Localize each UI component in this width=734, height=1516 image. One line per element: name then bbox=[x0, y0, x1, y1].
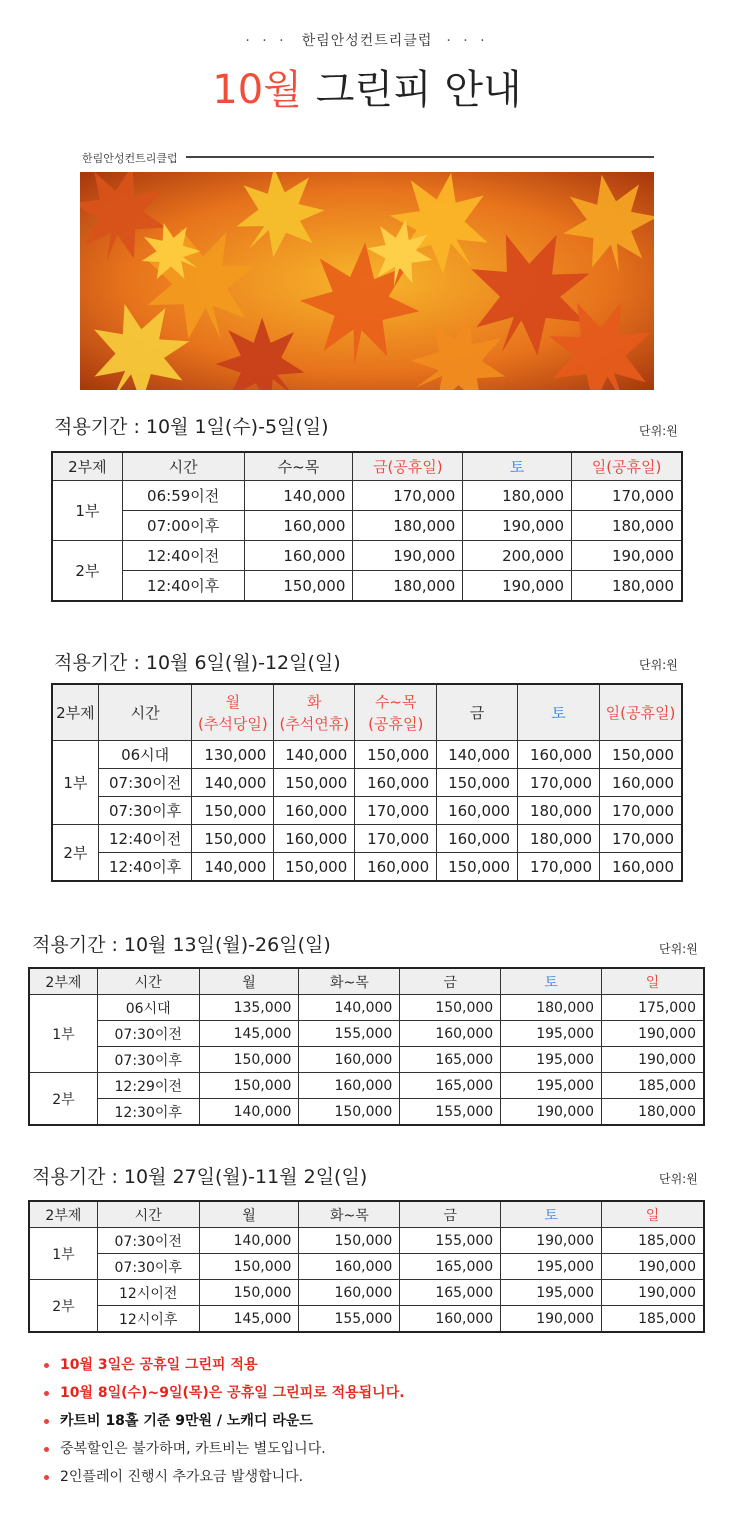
group-label: 2부 bbox=[30, 1280, 98, 1332]
price-cell: 145,000 bbox=[199, 1021, 299, 1047]
time-cell: 07:00이후 bbox=[122, 511, 244, 541]
fee-table-1 bbox=[52, 452, 682, 601]
price-cell: 160,000 bbox=[437, 797, 518, 825]
price-cell: 160,000 bbox=[355, 769, 437, 797]
price-cell: 190,000 bbox=[501, 1306, 602, 1332]
header-cell: 일 bbox=[602, 1202, 704, 1228]
time-cell: 07:30이후 bbox=[98, 797, 192, 825]
price-cell: 170,000 bbox=[600, 825, 682, 853]
price-cell: 150,000 bbox=[299, 1099, 400, 1125]
notice-item: 중복할인은 불가하며, 카트비는 별도입니다. bbox=[44, 1438, 405, 1466]
period-title-1: 적용기간 : 10월 1일(수)-5일(일) bbox=[54, 416, 329, 438]
club-name: 한림안성컨트리클럽 bbox=[301, 33, 433, 49]
price-cell: 170,000 bbox=[600, 797, 682, 825]
price-cell: 170,000 bbox=[572, 481, 682, 511]
price-cell: 170,000 bbox=[355, 797, 437, 825]
price-cell: 140,000 bbox=[192, 853, 274, 881]
price-cell: 130,000 bbox=[192, 741, 274, 769]
time-cell: 12시이후 bbox=[97, 1306, 199, 1332]
price-cell: 150,000 bbox=[355, 741, 437, 769]
unit-label-3: 단위:원 bbox=[659, 942, 698, 956]
price-cell: 160,000 bbox=[600, 769, 682, 797]
price-cell: 150,000 bbox=[299, 1228, 400, 1254]
brand-dots-left: · · · bbox=[245, 33, 288, 49]
price-cell: 175,000 bbox=[602, 995, 704, 1021]
price-cell: 190,000 bbox=[602, 1047, 704, 1073]
header-cell: 월 bbox=[199, 1202, 299, 1228]
price-cell: 140,000 bbox=[199, 1228, 299, 1254]
price-cell: 160,000 bbox=[400, 1306, 501, 1332]
table-row bbox=[30, 1047, 704, 1073]
table-row bbox=[30, 1254, 704, 1280]
price-cell: 150,000 bbox=[192, 797, 274, 825]
price-cell: 140,000 bbox=[244, 481, 353, 511]
brand-dots-right: · · · bbox=[446, 33, 489, 49]
time-cell: 12:29이전 bbox=[97, 1073, 199, 1099]
header-cell: 시간 bbox=[97, 969, 199, 995]
price-cell: 195,000 bbox=[501, 1047, 602, 1073]
time-cell: 07:30이전 bbox=[97, 1021, 199, 1047]
price-cell: 170,000 bbox=[355, 825, 437, 853]
price-cell: 160,000 bbox=[299, 1254, 400, 1280]
table-row bbox=[53, 511, 682, 541]
group-label: 1부 bbox=[53, 741, 99, 825]
time-cell: 07:30이후 bbox=[97, 1047, 199, 1073]
price-cell: 180,000 bbox=[572, 511, 682, 541]
price-cell: 160,000 bbox=[274, 797, 355, 825]
price-cell: 195,000 bbox=[501, 1254, 602, 1280]
header-cell: 2부제 bbox=[53, 453, 123, 481]
price-cell: 150,000 bbox=[199, 1280, 299, 1306]
price-cell: 160,000 bbox=[600, 853, 682, 881]
club-brand-line bbox=[0, 30, 734, 50]
header-cell: 일(공휴일) bbox=[572, 453, 682, 481]
header-cell: 토 bbox=[518, 685, 600, 741]
header-cell: 토 bbox=[501, 1202, 602, 1228]
time-cell: 06시대 bbox=[97, 995, 199, 1021]
header-cell: 시간 bbox=[97, 1202, 199, 1228]
price-cell: 155,000 bbox=[299, 1021, 400, 1047]
title-month: 10월 bbox=[212, 67, 302, 113]
price-cell: 135,000 bbox=[199, 995, 299, 1021]
time-cell: 06시대 bbox=[98, 741, 192, 769]
price-cell: 180,000 bbox=[572, 571, 682, 601]
header-cell: 화 (추석연휴) bbox=[274, 685, 355, 741]
period-title-2: 적용기간 : 10월 6일(월)-12일(일) bbox=[54, 652, 341, 674]
header-cell: 2부제 bbox=[30, 969, 98, 995]
price-cell: 180,000 bbox=[353, 571, 463, 601]
header-cell: 일 bbox=[602, 969, 704, 995]
header-cell: 수~목 (공휴일) bbox=[355, 685, 437, 741]
header-cell: 시간 bbox=[122, 453, 244, 481]
price-cell: 140,000 bbox=[299, 995, 400, 1021]
group-label: 1부 bbox=[30, 1228, 98, 1280]
header-cell: 월 (추석당일) bbox=[192, 685, 274, 741]
price-cell: 190,000 bbox=[501, 1228, 602, 1254]
price-cell: 150,000 bbox=[274, 853, 355, 881]
price-cell: 190,000 bbox=[463, 511, 572, 541]
price-cell: 160,000 bbox=[299, 1280, 400, 1306]
price-cell: 150,000 bbox=[244, 571, 353, 601]
group-label: 2부 bbox=[53, 825, 99, 881]
price-cell: 190,000 bbox=[602, 1280, 704, 1306]
page-title bbox=[0, 58, 734, 115]
header-cell: 금 bbox=[400, 1202, 501, 1228]
autumn-leaves-photo bbox=[80, 172, 654, 390]
table-row bbox=[53, 541, 682, 571]
price-cell: 190,000 bbox=[501, 1099, 602, 1125]
table-row bbox=[30, 995, 704, 1021]
table-row bbox=[30, 1280, 704, 1306]
header-cell: 2부제 bbox=[30, 1202, 98, 1228]
price-cell: 200,000 bbox=[463, 541, 572, 571]
header-cell: 화~목 bbox=[299, 1202, 400, 1228]
time-cell: 06:59이전 bbox=[122, 481, 244, 511]
price-cell: 160,000 bbox=[274, 825, 355, 853]
group-label: 2부 bbox=[30, 1073, 98, 1125]
group-label: 2부 bbox=[53, 541, 123, 601]
time-cell: 12:30이후 bbox=[97, 1099, 199, 1125]
header-cell: 월 bbox=[199, 969, 299, 995]
price-cell: 195,000 bbox=[501, 1073, 602, 1099]
price-cell: 190,000 bbox=[602, 1021, 704, 1047]
price-cell: 160,000 bbox=[244, 511, 353, 541]
price-cell: 180,000 bbox=[353, 511, 463, 541]
fee-table-2 bbox=[52, 684, 682, 881]
price-cell: 160,000 bbox=[244, 541, 353, 571]
header-cell: 일(공휴일) bbox=[600, 685, 682, 741]
period-title-4: 적용기간 : 10월 27일(월)-11월 2일(일) bbox=[32, 1166, 368, 1188]
table-row bbox=[53, 825, 682, 853]
price-cell: 160,000 bbox=[400, 1021, 501, 1047]
table-row bbox=[53, 571, 682, 601]
time-cell: 12:40이전 bbox=[98, 825, 192, 853]
price-cell: 180,000 bbox=[602, 1099, 704, 1125]
price-cell: 160,000 bbox=[299, 1047, 400, 1073]
group-label: 1부 bbox=[30, 995, 98, 1073]
price-cell: 150,000 bbox=[199, 1047, 299, 1073]
price-cell: 140,000 bbox=[192, 769, 274, 797]
group-label: 1부 bbox=[53, 481, 123, 541]
table-row bbox=[30, 1306, 704, 1332]
header-cell: 토 bbox=[463, 453, 572, 481]
price-cell: 160,000 bbox=[518, 741, 600, 769]
price-cell: 155,000 bbox=[400, 1228, 501, 1254]
price-cell: 165,000 bbox=[400, 1073, 501, 1099]
price-cell: 185,000 bbox=[602, 1073, 704, 1099]
time-cell: 12:40이후 bbox=[98, 853, 192, 881]
header-cell: 금 bbox=[437, 685, 518, 741]
price-cell: 150,000 bbox=[199, 1254, 299, 1280]
price-cell: 180,000 bbox=[518, 797, 600, 825]
table-row bbox=[53, 853, 682, 881]
price-cell: 180,000 bbox=[518, 825, 600, 853]
table-row bbox=[53, 481, 682, 511]
price-cell: 150,000 bbox=[600, 741, 682, 769]
price-cell: 150,000 bbox=[400, 995, 501, 1021]
notice-item: 2인플레이 진행시 추가요금 발생합니다. bbox=[44, 1466, 405, 1494]
price-cell: 185,000 bbox=[602, 1228, 704, 1254]
price-cell: 195,000 bbox=[501, 1280, 602, 1306]
price-cell: 140,000 bbox=[274, 741, 355, 769]
time-cell: 12:40이후 bbox=[122, 571, 244, 601]
table-row bbox=[53, 769, 682, 797]
price-cell: 145,000 bbox=[199, 1306, 299, 1332]
table-row bbox=[53, 741, 682, 769]
notice-item: 10월 8일(수)~9일(목)은 공휴일 그린피로 적용됩니다. bbox=[44, 1382, 405, 1410]
unit-label-2: 단위:원 bbox=[639, 658, 678, 672]
notice-item: 10월 3일은 공휴일 그린피 적용 bbox=[44, 1354, 405, 1382]
price-cell: 195,000 bbox=[501, 1021, 602, 1047]
header-cell: 2부제 bbox=[53, 685, 99, 741]
price-cell: 180,000 bbox=[501, 995, 602, 1021]
period-title-3: 적용기간 : 10월 13일(월)-26일(일) bbox=[32, 934, 331, 956]
price-cell: 150,000 bbox=[437, 853, 518, 881]
price-cell: 170,000 bbox=[353, 481, 463, 511]
photo-divider bbox=[186, 156, 654, 158]
unit-label-4: 단위:원 bbox=[659, 1172, 698, 1186]
price-cell: 170,000 bbox=[518, 853, 600, 881]
price-cell: 140,000 bbox=[199, 1099, 299, 1125]
header-cell: 시간 bbox=[98, 685, 192, 741]
price-cell: 150,000 bbox=[192, 825, 274, 853]
time-cell: 07:30이전 bbox=[98, 769, 192, 797]
header-cell: 수~목 bbox=[244, 453, 353, 481]
price-cell: 170,000 bbox=[518, 769, 600, 797]
price-cell: 190,000 bbox=[353, 541, 463, 571]
price-cell: 160,000 bbox=[355, 853, 437, 881]
fee-table-4 bbox=[29, 1201, 704, 1332]
price-cell: 165,000 bbox=[400, 1280, 501, 1306]
notice-item: 카트비 18홀 기준 9만원 / 노캐디 라운드 bbox=[44, 1410, 405, 1438]
notice-list bbox=[44, 1354, 405, 1494]
time-cell: 12시이전 bbox=[97, 1280, 199, 1306]
fee-table-3 bbox=[29, 968, 704, 1125]
time-cell: 12:40이전 bbox=[122, 541, 244, 571]
header-cell: 화~목 bbox=[299, 969, 400, 995]
time-cell: 07:30이후 bbox=[97, 1254, 199, 1280]
price-cell: 185,000 bbox=[602, 1306, 704, 1332]
price-cell: 160,000 bbox=[437, 825, 518, 853]
table-row bbox=[53, 797, 682, 825]
price-cell: 190,000 bbox=[463, 571, 572, 601]
table-row bbox=[30, 1099, 704, 1125]
price-cell: 160,000 bbox=[299, 1073, 400, 1099]
price-cell: 190,000 bbox=[572, 541, 682, 571]
price-cell: 165,000 bbox=[400, 1254, 501, 1280]
price-cell: 140,000 bbox=[437, 741, 518, 769]
table-row bbox=[30, 1073, 704, 1099]
table-row bbox=[30, 1228, 704, 1254]
header-cell: 토 bbox=[501, 969, 602, 995]
photo-caption: 한림안성컨트리클럽 bbox=[82, 152, 178, 165]
price-cell: 155,000 bbox=[299, 1306, 400, 1332]
time-cell: 07:30이전 bbox=[97, 1228, 199, 1254]
price-cell: 190,000 bbox=[602, 1254, 704, 1280]
header-cell: 금(공휴일) bbox=[353, 453, 463, 481]
price-cell: 150,000 bbox=[274, 769, 355, 797]
title-text: 그린피 안내 bbox=[315, 67, 522, 113]
price-cell: 180,000 bbox=[463, 481, 572, 511]
header-cell: 금 bbox=[400, 969, 501, 995]
price-cell: 155,000 bbox=[400, 1099, 501, 1125]
price-cell: 150,000 bbox=[199, 1073, 299, 1099]
price-cell: 150,000 bbox=[437, 769, 518, 797]
price-cell: 165,000 bbox=[400, 1047, 501, 1073]
unit-label-1: 단위:원 bbox=[639, 424, 678, 438]
table-row bbox=[30, 1021, 704, 1047]
